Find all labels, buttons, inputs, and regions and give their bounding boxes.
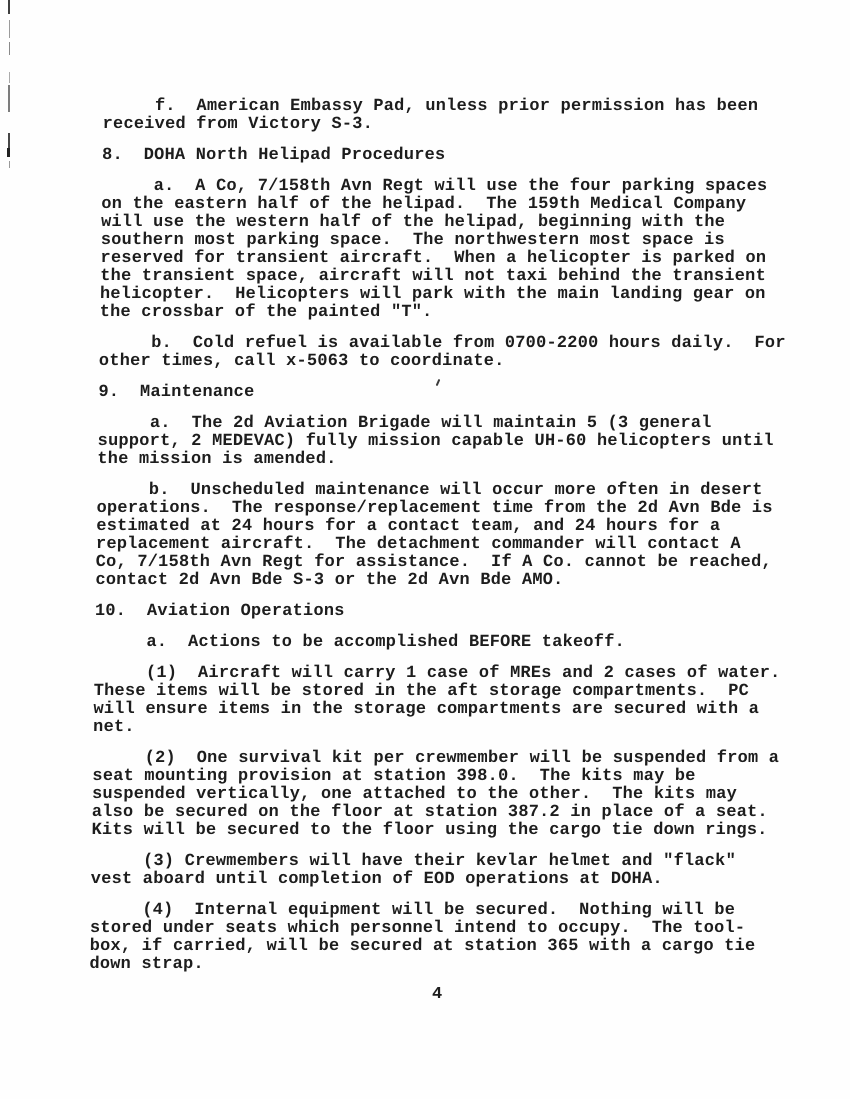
- heading-10: 10. Aviation Operations: [94, 602, 345, 621]
- scan-artifact-dash: [9, 72, 10, 83]
- heading-9: 9. Maintenance: [98, 383, 255, 402]
- para-10a2: (2) One survival kit per crewmember will be suspended from a seat mounting provision at station 398.0. The kits may be suspended vertically, one attached to the other. The kits may also be secured on the floor at station 387.2 in place of a seat. Kits will be secured to the floor using the cargo tie down rings.: [91, 749, 780, 840]
- scan-artifact-dash: [9, 161, 10, 168]
- para-10a3: (3) Crewmembers will have their kevlar helmet and "flack" vest aboard until completion of EOD operations at DOHA.: [90, 852, 737, 889]
- scan-artifact-dash: [8, 0, 10, 14]
- para-10a1: (1) Aircraft will carry 1 case of MREs and 2 cases of water. These items will be stored in the aft storage compartments. PC will ensure items in the storage compartments are secured with a net.: [92, 664, 781, 737]
- para-10a: a. Actions to be accomplished BEFORE takeoff.: [94, 633, 626, 652]
- scan-artifact-dash: [9, 20, 10, 38]
- scan-artifact-dash: [8, 85, 10, 112]
- para-9a: a. The 2d Aviation Brigade will maintain 5 (3 general support, 2 MEDEVAC) fully mission capable UH-60 helicopters until the mission is amended.: [97, 414, 774, 469]
- para-10a4: (4) Internal equipment will be secured. Nothing will be stored under seats which personnel intend to occupy. The tool- box, if carried, will be secured at station 365 with a cargo tie down strap.: [89, 901, 756, 974]
- page-number: 4: [432, 985, 443, 1004]
- scan-artifact-dash: [9, 42, 10, 55]
- para-6f: f. American Embassy Pad, unless prior permission has been received from Victory S-3.: [102, 97, 759, 134]
- para-8b: b. Cold refuel is available from 0700-2200 hours daily. For other times, call x-5063 to coordinate.: [98, 334, 786, 371]
- scan-artifact-blob: [7, 148, 10, 157]
- para-9b: b. Unscheduled maintenance will occur more often in desert operations. The response/replacement time from the 2d Avn Bde is estimated at 24 hours for a contact team, and 24 hours for a replacement aircraft. The detachment commander will contact A Co, 7/158th Avn Regt for assistance. If A Co. cannot be reached, contact 2d Avn Bde S-3 or the 2d Avn Bde AMO.: [95, 481, 773, 590]
- para-8a: a. A Co, 7/158th Avn Regt will use the four parking spaces on the eastern half of the helipad. The 159th Medical Company will use the western half of the helipad, beginning with the southern most parking space. The northwestern most space is reserved for transient aircraft. When a helicopter is parked on the transient space, aircraft will not taxi behind the transient helicopter. Helicopters will park with the main landing gear on the crossbar of the painted "T".: [99, 177, 768, 322]
- document-body: [89, 98, 823, 987]
- heading-8: 8. DOHA North Helipad Procedures: [101, 146, 446, 165]
